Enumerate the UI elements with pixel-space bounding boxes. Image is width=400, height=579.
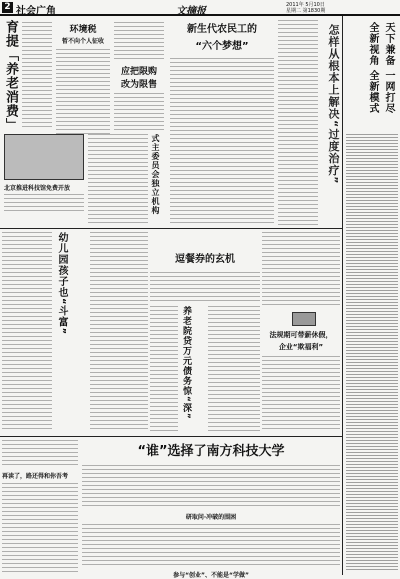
far-right-text [346, 134, 398, 570]
masthead [0, 0, 400, 16]
paper-name: 文摘报 [176, 6, 206, 17]
right-mid-text [262, 232, 340, 308]
promo-title-c: 全新视角 [367, 22, 378, 66]
bottom-left-text-top [2, 440, 78, 468]
lead-story [170, 20, 274, 224]
mid-text-1 [2, 232, 52, 432]
bottom-lead [82, 440, 340, 579]
bottom-left-story [2, 440, 78, 572]
meal-headline: 逗餐券的玄机 [175, 254, 235, 265]
promo-title-d: 全新模式 [367, 70, 378, 114]
lead-text [170, 58, 274, 226]
promo-title-b: 一网打尽 [383, 70, 394, 114]
env-tax-block [56, 22, 110, 130]
committee-headline: 式主委员会独立机构 [151, 134, 160, 215]
section-title: 社会广角 [16, 6, 56, 17]
column-rule [342, 16, 343, 575]
photo [4, 134, 84, 180]
left-title-block [2, 20, 20, 130]
section-divider-2 [0, 436, 342, 437]
photo-block [4, 134, 84, 214]
col2-lower-text [88, 134, 148, 224]
limit-headline: 应把限购 [120, 67, 157, 77]
lead-title-2: “六个梦想” [195, 41, 249, 52]
date-info: 2011年 5月10日 [286, 2, 325, 8]
bottom-left-text [2, 483, 78, 575]
kids-headline: 幼儿园孩子也“斗富” [56, 232, 67, 336]
env-tax-text [56, 49, 110, 135]
mid-text-4 [150, 306, 178, 432]
bottom-left-headline: 再读了，路还得和你吾考 [2, 473, 69, 480]
limit-block [114, 22, 164, 130]
right-text-left [278, 20, 318, 230]
env-tax-subhead: 暂不向个人征收 [61, 38, 104, 45]
tax-headline: 养老院贷万元债务惊“深” [181, 306, 191, 420]
section-divider-1 [0, 228, 342, 229]
bottom-subhead-1: 研取问·冲破的围困 [185, 514, 237, 521]
photo-caption: 北京推进科技馆免费开放 [4, 185, 71, 192]
holiday-text [262, 356, 340, 430]
bottom-headline: “谁”选择了南方科技大学 [137, 444, 285, 459]
right-story [278, 20, 340, 230]
left-text [22, 22, 52, 130]
bottom-text-1 [82, 465, 340, 509]
holiday-subhead: 企业“欺福利” [278, 343, 324, 351]
holiday-image [292, 312, 316, 326]
kids-story [54, 232, 86, 432]
mid-text-3 [150, 272, 260, 302]
meal-story [150, 250, 260, 270]
page-number: 2 [2, 2, 13, 13]
mid-text-5 [208, 306, 260, 432]
photo-text [4, 194, 84, 214]
tax-story [180, 306, 206, 432]
lead-title: 新生代农民工的 [187, 24, 257, 35]
limit-text-top [114, 22, 164, 60]
holiday-headline: 法规期可带薪休假， [269, 331, 333, 339]
far-right-promo [345, 20, 398, 130]
holiday-story [262, 330, 340, 430]
bottom-text-2 [82, 524, 340, 568]
edition-info: 星期二 第1830期 [286, 8, 326, 14]
left-title: 育提「养老消费」 [3, 20, 18, 132]
limit-subhead: 改为限售 [120, 80, 157, 90]
right-headline: 怎样从根本上解决“过度治疗” [327, 24, 340, 185]
committee-block [150, 134, 168, 224]
promo-title-a: 天下兼备 [383, 22, 394, 66]
limit-text [114, 93, 164, 133]
bottom-subhead-2: 参与“创业”、不能是“学做” [173, 572, 249, 579]
env-tax-headline: 环境税 [69, 25, 97, 35]
mid-text-2 [90, 232, 148, 432]
